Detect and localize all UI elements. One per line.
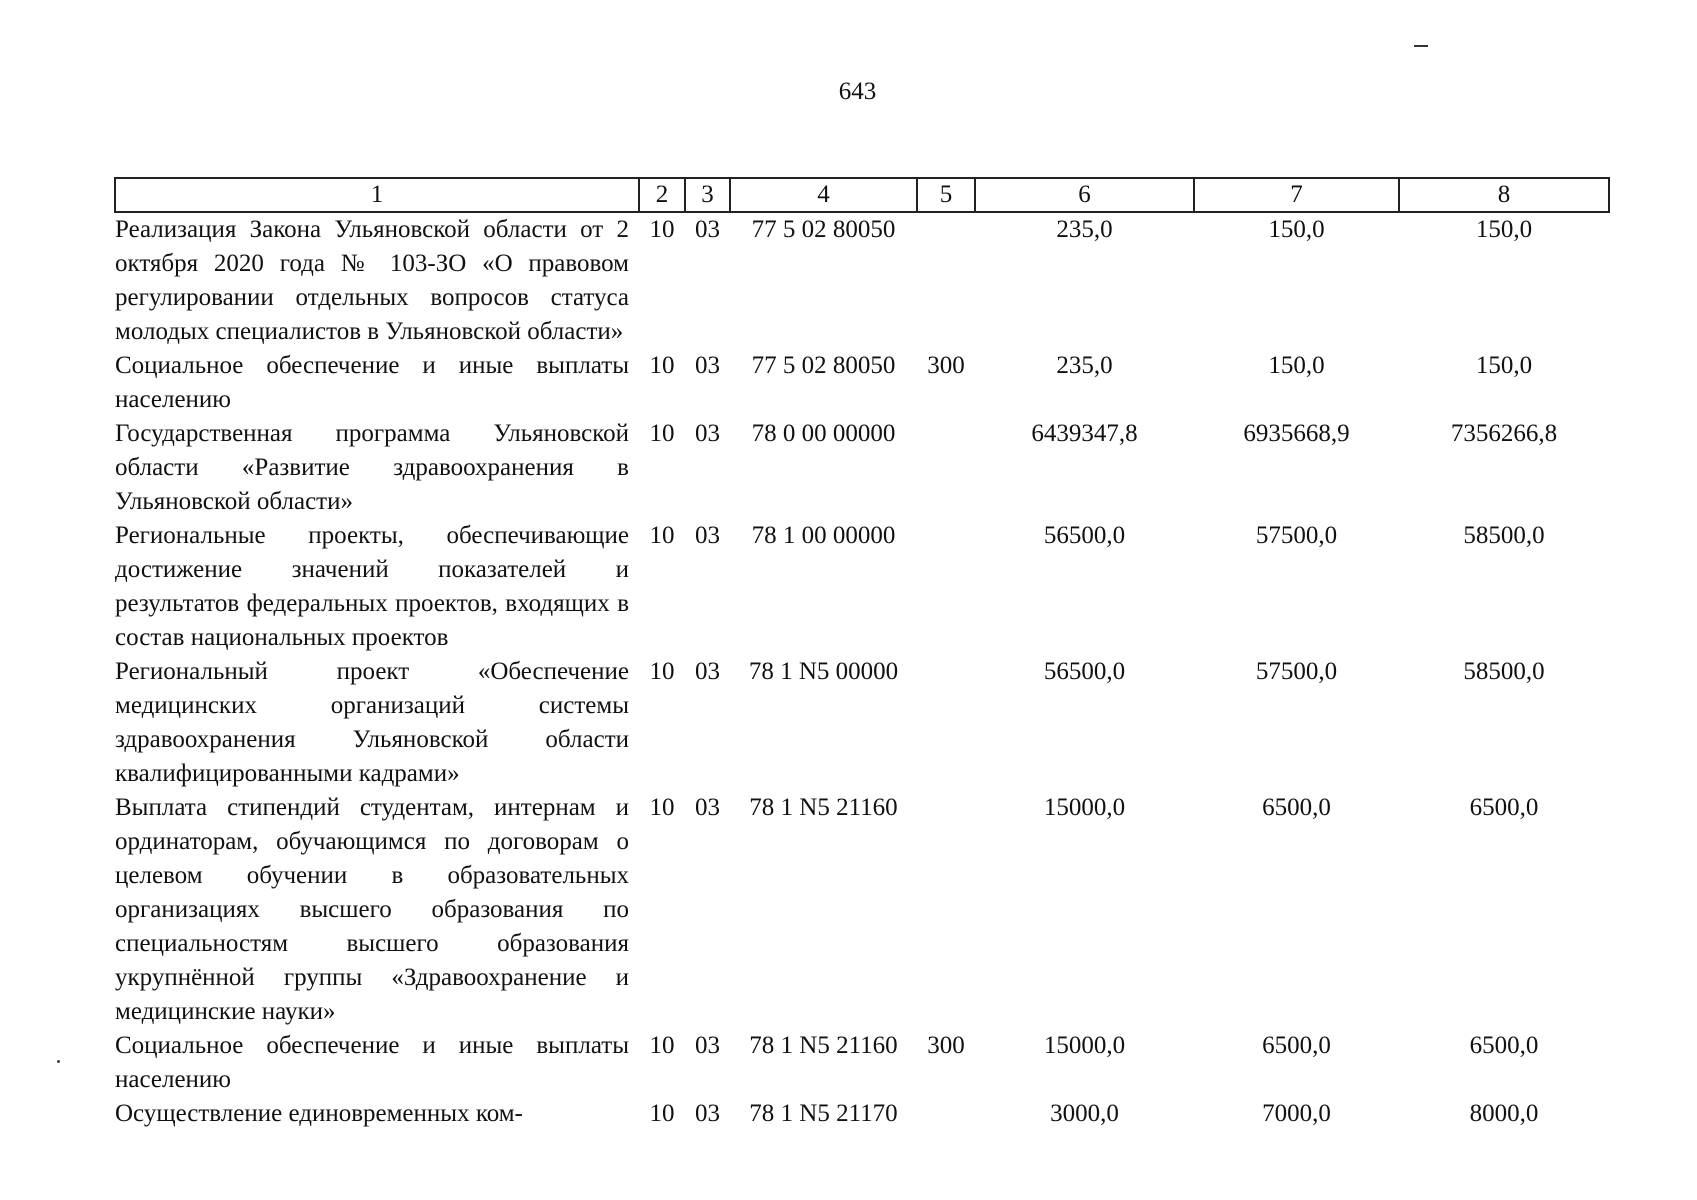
table-row bbox=[115, 791, 1609, 1029]
row-expense-type bbox=[917, 1097, 975, 1131]
row-amount-year1: 15000,0 bbox=[1043, 794, 1126, 821]
row-section: 10 bbox=[649, 658, 675, 685]
row-amount-year1: 6439347,8 bbox=[1031, 420, 1138, 447]
row-subsection: 03 bbox=[695, 794, 720, 821]
column-header-7: 7 bbox=[1194, 178, 1399, 212]
row-target-code: 78 1 N5 21170 bbox=[749, 1100, 898, 1127]
column-header-3: 3 bbox=[685, 178, 730, 212]
budget-table bbox=[114, 177, 1610, 1131]
row-amount-year3: 58500,0 bbox=[1463, 522, 1545, 549]
row-section: 10 bbox=[649, 352, 675, 379]
row-name: Осуществление единовременных ком- bbox=[115, 1100, 523, 1127]
table-row bbox=[115, 655, 1609, 791]
row-amount-year2: 6935668,9 bbox=[1243, 420, 1350, 447]
row-name: Выплата стипендий студентам, интернам и ординаторам, обучающимся по договорам о целевом обучении в образовательных организациях высшего образования по специальностям высшего образования укрупнённой группы «Здравоохранение и медицинские науки» bbox=[115, 794, 629, 1025]
row-amount-year3: 150,0 bbox=[1475, 216, 1533, 243]
row-amount-year1: 235,0 bbox=[1056, 352, 1113, 379]
row-amount-year1: 235,0 bbox=[1056, 216, 1113, 243]
row-subsection: 03 bbox=[695, 658, 720, 685]
column-header-4: 4 bbox=[730, 178, 917, 212]
row-expense-type: 300 bbox=[927, 352, 965, 379]
row-subsection: 03 bbox=[695, 522, 720, 549]
row-amount-year2: 150,0 bbox=[1268, 352, 1325, 379]
stray-dot bbox=[57, 1060, 60, 1063]
row-subsection: 03 bbox=[695, 1100, 720, 1127]
row-name: Государственная программа Ульяновской области «Развитие здравоохранения в Ульяновской области» bbox=[115, 420, 629, 515]
row-amount-year1: 56500,0 bbox=[1043, 522, 1126, 549]
row-amount-year1: 56500,0 bbox=[1043, 658, 1126, 685]
row-amount-year3: 7356266,8 bbox=[1450, 420, 1558, 447]
row-amount-year3: 58500,0 bbox=[1463, 658, 1545, 685]
row-section: 10 bbox=[649, 794, 675, 821]
row-name: Региональные проекты, обеспечивающие достижение значений показателей и результатов федеральных проектов, входящих в состав национальных проектов bbox=[115, 522, 629, 651]
row-section: 10 bbox=[649, 1100, 675, 1127]
row-amount-year2: 6500,0 bbox=[1262, 1032, 1331, 1059]
row-amount-year2: 57500,0 bbox=[1255, 658, 1338, 685]
row-target-code: 77 5 02 80050 bbox=[751, 216, 896, 243]
row-expense-type bbox=[917, 519, 975, 655]
row-amount-year3: 6500,0 bbox=[1469, 794, 1539, 821]
row-name: Социальное обеспечение и иные выплаты населению bbox=[115, 1032, 629, 1093]
column-header-6: 6 bbox=[975, 178, 1194, 212]
table-row bbox=[115, 212, 1609, 349]
row-section: 10 bbox=[649, 1032, 675, 1059]
row-target-code: 78 1 N5 00000 bbox=[748, 658, 899, 685]
header-row bbox=[115, 178, 1609, 212]
row-target-code: 78 1 00 00000 bbox=[751, 522, 896, 549]
table-row bbox=[115, 1029, 1609, 1097]
row-amount-year3: 6500,0 bbox=[1469, 1032, 1539, 1059]
column-header-8: 8 bbox=[1399, 178, 1609, 212]
row-section: 10 bbox=[649, 216, 675, 243]
table-body bbox=[115, 212, 1609, 1131]
table-row bbox=[115, 519, 1609, 655]
row-amount-year2: 150,0 bbox=[1268, 216, 1325, 243]
row-expense-type bbox=[917, 655, 975, 791]
row-subsection: 03 bbox=[695, 216, 720, 243]
page-number: 643 bbox=[838, 78, 877, 105]
row-name: Региональный проект «Обеспечение медицинских организаций системы здравоохранения Ульяновской области квалифицированными кадрами» bbox=[115, 658, 629, 787]
row-name: Социальное обеспечение и иные выплаты населению bbox=[115, 352, 629, 413]
row-section: 10 bbox=[649, 420, 675, 447]
row-subsection: 03 bbox=[695, 420, 720, 447]
row-expense-type bbox=[917, 417, 975, 519]
column-header-5: 5 bbox=[917, 178, 975, 212]
column-header-2: 2 bbox=[639, 178, 685, 212]
row-expense-type bbox=[917, 212, 975, 349]
column-header-1: 1 bbox=[115, 178, 639, 212]
row-amount-year3: 150,0 bbox=[1475, 352, 1533, 379]
row-section: 10 bbox=[649, 522, 675, 549]
row-target-code: 78 1 N5 21160 bbox=[749, 794, 898, 821]
row-subsection: 03 bbox=[695, 352, 720, 379]
table-row bbox=[115, 1097, 1609, 1131]
row-target-code: 78 1 N5 21160 bbox=[749, 1032, 898, 1059]
row-amount-year2: 57500,0 bbox=[1255, 522, 1338, 549]
row-expense-type bbox=[917, 791, 975, 1029]
corner-mark bbox=[1414, 45, 1428, 47]
table-header bbox=[115, 178, 1609, 212]
row-target-code: 78 0 00 00000 bbox=[751, 420, 896, 447]
row-amount-year3: 8000,0 bbox=[1469, 1100, 1539, 1127]
row-expense-type: 300 bbox=[927, 1032, 965, 1059]
row-amount-year2: 6500,0 bbox=[1262, 794, 1331, 821]
row-amount-year1: 15000,0 bbox=[1043, 1032, 1126, 1059]
row-name: Реализация Закона Ульяновской области от 2 октября 2020 года № 103-ЗО «О правовом регулировании отдельных вопросов статуса молодых специалистов в Ульяновской области» bbox=[115, 216, 629, 345]
table-row bbox=[115, 417, 1609, 519]
row-amount-year1: 3000,0 bbox=[1050, 1100, 1119, 1127]
row-subsection: 03 bbox=[695, 1032, 720, 1059]
row-amount-year2: 7000,0 bbox=[1262, 1100, 1331, 1127]
table-row bbox=[115, 349, 1609, 417]
row-target-code: 77 5 02 80050 bbox=[751, 352, 896, 379]
